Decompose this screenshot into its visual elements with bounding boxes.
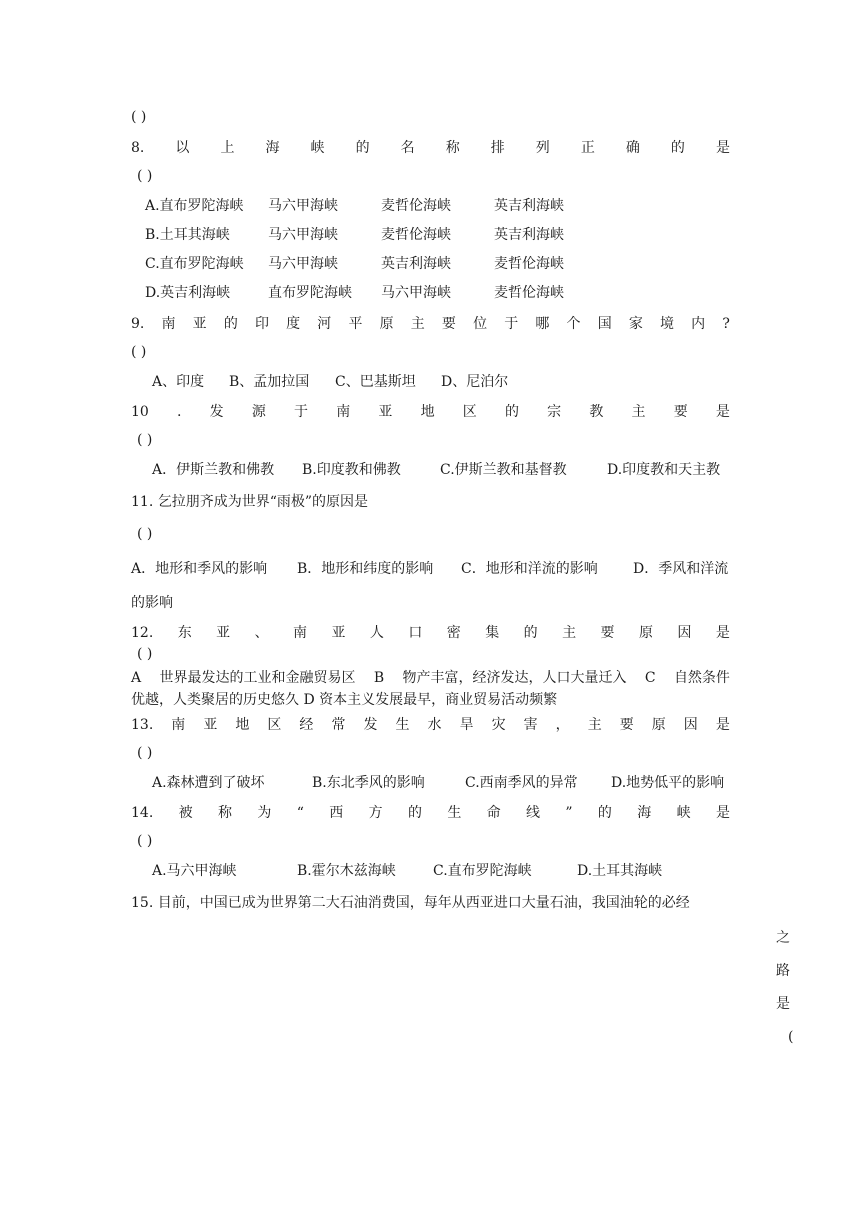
q13-options: A.森林遭到了破坏 B.东北季风的影响 C.西南季风的异常 D.地势低平的影响	[152, 775, 725, 791]
q10-stem: 10 . 发 源 于 南 亚 地 区 的 宗 教 主 要 是	[131, 404, 730, 420]
q10-answer-paren: ( )	[137, 432, 153, 448]
q11-options-continued: 的影响	[131, 595, 173, 611]
q8-option-a: A.直布罗陀海峡 马六甲海峡 麦哲伦海峡 英吉利海峡	[145, 198, 564, 214]
q8-answer-paren: ( )	[137, 168, 153, 184]
q14-stem: 14. 被 称 为 “ 西 方 的 生 命 线 ” 的 海 峡 是	[131, 805, 730, 821]
q9-stem: 9. 南 亚 的 印 度 河 平 原 主 要 位 于 哪 个 国 家 境 内 ?	[131, 316, 730, 332]
q11-answer-paren: ( )	[137, 526, 153, 542]
q15-tail-char: 之	[776, 930, 790, 946]
q7-answer-paren: ( )	[131, 109, 147, 125]
q12-options-line1: A 世界最发达的工业和金融贸易区 B 物产丰富，经济发达，人口大量迁入 C 自然条件	[131, 670, 730, 686]
q8-option-c: C.直布罗陀海峡 马六甲海峡 英吉利海峡 麦哲伦海峡	[145, 256, 564, 272]
q8-stem: 8. 以 上 海 峡 的 名 称 排 列 正 确 的 是	[131, 140, 730, 156]
q15-stem: 15. 目前，中国已成为世界第二大石油消费国，每年从西亚进口大量石油，我国油轮的必经	[131, 895, 690, 911]
q9-options: A、印度 B、孟加拉国 C、巴基斯坦 D、尼泊尔	[152, 374, 509, 390]
q15-tail-char: 是	[776, 996, 790, 1012]
q13-stem: 13. 南 亚 地 区 经 常 发 生 水 旱 灾 害 ， 主 要 原 因 是	[131, 717, 730, 733]
q13-answer-paren: ( )	[137, 745, 153, 761]
q12-answer-paren: ( )	[137, 646, 153, 662]
q15-answer-paren-open: (	[788, 1029, 794, 1045]
q12-options-line2: 优越，人类聚居的历史悠久 D 资本主义发展最早，商业贸易活动频繁	[131, 692, 558, 708]
q11-stem: 11. 乞拉朋齐成为世界“雨极”的原因是	[131, 494, 369, 510]
q12-stem: 12. 东 亚 、 南 亚 人 口 密 集 的 主 要 原 因 是	[131, 625, 730, 641]
q14-answer-paren: ( )	[137, 833, 153, 849]
q15-tail-char: 路	[776, 963, 790, 979]
q10-options: A．伊斯兰教和佛教 B.印度教和佛教 C.伊斯兰教和基督教 D.印度教和天主教	[152, 462, 721, 478]
q9-answer-paren: ( )	[131, 344, 147, 360]
q11-options: A．地形和季风的影响 B．地形和纬度的影响 C．地形和洋流的影响 D．季风和洋流	[131, 561, 729, 577]
q14-options: A.马六甲海峡 B.霍尔木兹海峡 C.直布罗陀海峡 D.土耳其海峡	[152, 863, 663, 879]
q8-option-b: B.土耳其海峡 马六甲海峡 麦哲伦海峡 英吉利海峡	[145, 227, 564, 243]
q8-option-d: D.英吉利海峡 直布罗陀海峡 马六甲海峡 麦哲伦海峡	[145, 285, 564, 301]
